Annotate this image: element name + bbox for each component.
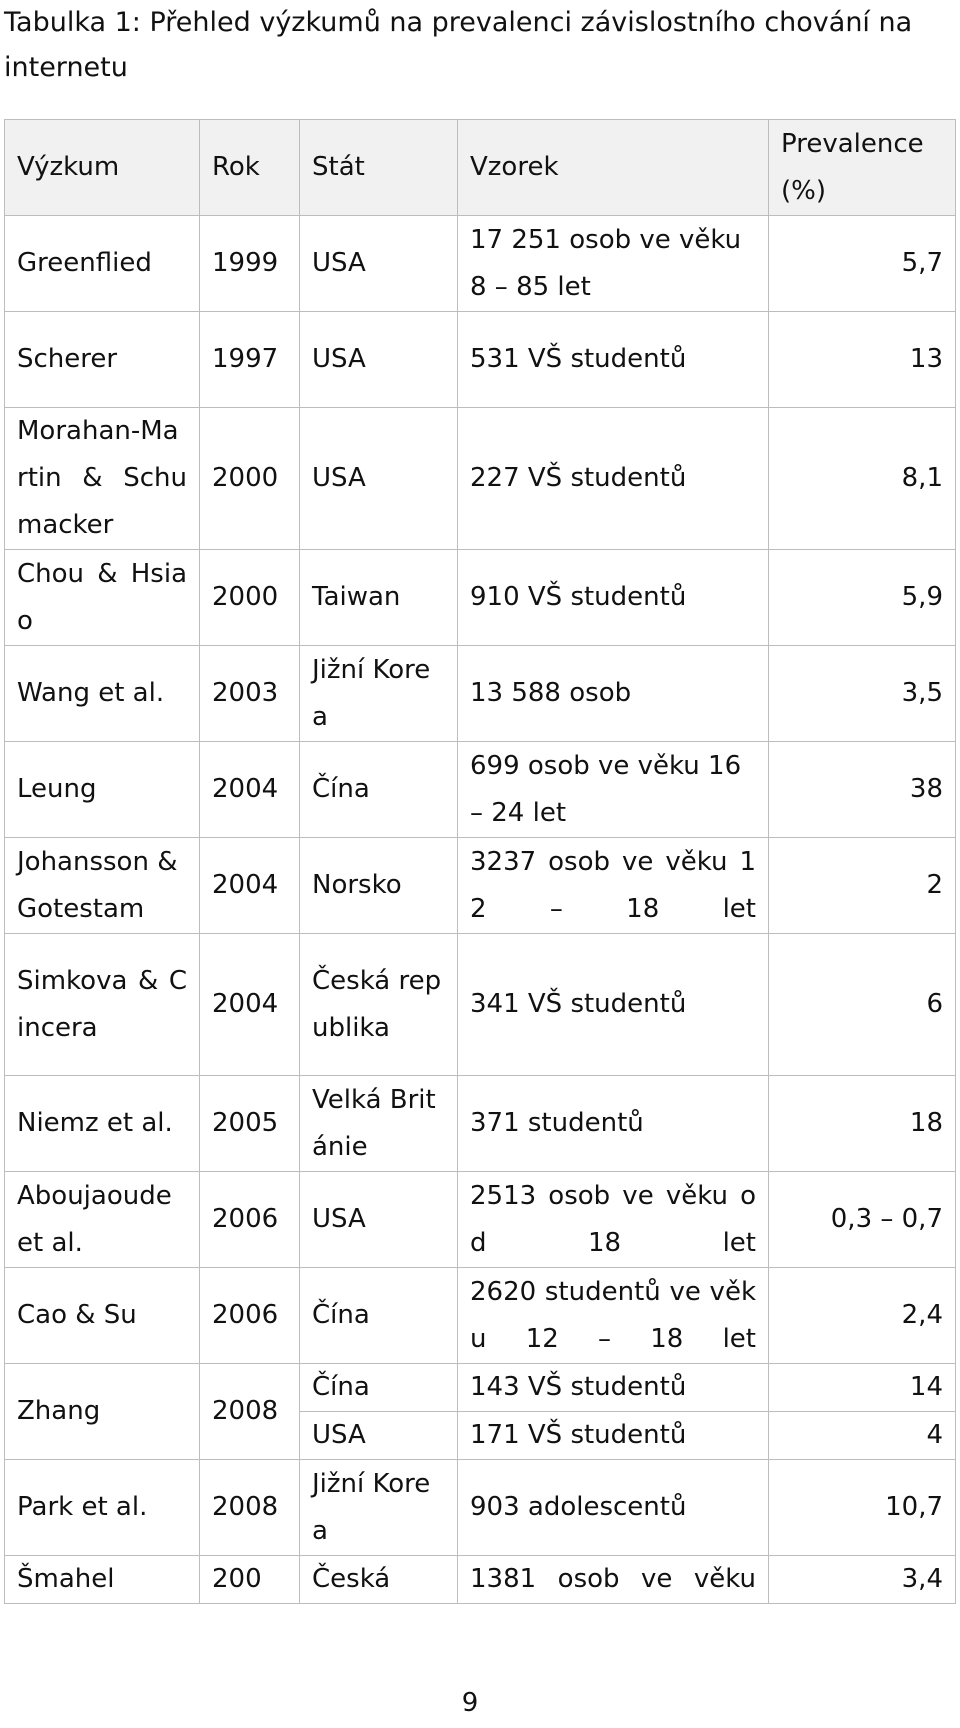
cell-sample: 341 VŠ studentů: [458, 934, 769, 1076]
cell-country: Jižní Korea: [300, 1460, 458, 1556]
page-number: 9: [461, 1688, 479, 1718]
cell-prevalence: 10,7: [769, 1460, 956, 1556]
cell-country: Jižní Korea: [300, 646, 458, 742]
cell-country: USA: [300, 312, 458, 408]
table-row: [5, 934, 956, 1076]
cell-sample: 531 VŠ studentů: [458, 312, 769, 408]
cell-prevalence: 3,5: [769, 646, 956, 742]
cell-year: 2004: [200, 742, 300, 838]
table-row: [5, 312, 956, 408]
cell-prevalence: 13: [769, 312, 956, 408]
cell-year: 2003: [200, 646, 300, 742]
cell-prevalence: 4: [769, 1412, 956, 1460]
cell-country: USA: [300, 1412, 458, 1460]
cell-research: Zhang: [5, 1364, 200, 1460]
cell-country: USA: [300, 216, 458, 312]
cell-country: Taiwan: [300, 550, 458, 646]
cell-sample: 227 VŠ studentů: [458, 408, 769, 550]
table-row: [5, 1364, 956, 1412]
header-country: Stát: [300, 120, 458, 216]
cell-sample: 699 osob ve věku 16 – 24 let: [458, 742, 769, 838]
cell-prevalence: 2: [769, 838, 956, 934]
table-caption: Tabulka 1: Přehled výzkumů na prevalenci závislostního chování na internetu: [4, 7, 913, 83]
cell-year: 2004: [200, 934, 300, 1076]
cell-sample: 910 VŠ studentů: [458, 550, 769, 646]
cell-year: 2006: [200, 1172, 300, 1268]
cell-year: 1999: [200, 216, 300, 312]
cell-country: Čína: [300, 742, 458, 838]
cell-sample: 171 VŠ studentů: [458, 1412, 769, 1460]
cell-research: Greenflied: [5, 216, 200, 312]
header-sample: Vzorek: [458, 120, 769, 216]
cell-year: 2006: [200, 1268, 300, 1364]
cell-sample: 17 251 osob ve věku 8 – 85 let: [458, 216, 769, 312]
header-research: Výzkum: [5, 120, 200, 216]
cell-prevalence: 5,9: [769, 550, 956, 646]
cell-year: 2000: [200, 550, 300, 646]
table-row: [5, 646, 956, 742]
cell-prevalence: 8,1: [769, 408, 956, 550]
cell-research: Park et al.: [5, 1460, 200, 1556]
cell-research: Simkova & Cincera: [5, 934, 200, 1076]
cell-research: Šmahel: [5, 1556, 200, 1604]
cell-year: 2008: [200, 1364, 300, 1460]
cell-country: Česká: [300, 1556, 458, 1604]
cell-prevalence: 3,4: [769, 1556, 956, 1604]
cell-sample: 13 588 osob: [458, 646, 769, 742]
cell-research: Leung: [5, 742, 200, 838]
cell-research: Johansson & Gotestam: [5, 838, 200, 934]
table-row: [5, 408, 956, 550]
cell-sample: 903 adolescentů: [458, 1460, 769, 1556]
table-header-row: [5, 120, 956, 216]
cell-prevalence: 2,4: [769, 1268, 956, 1364]
cell-sample: 2513 osob ve věku od 18 let: [458, 1172, 769, 1268]
cell-year: 1997: [200, 312, 300, 408]
cell-country: USA: [300, 408, 458, 550]
cell-research: Chou & Hsiao: [5, 550, 200, 646]
cell-year: 2005: [200, 1076, 300, 1172]
cell-country: Česká republika: [300, 934, 458, 1076]
cell-prevalence: 18: [769, 1076, 956, 1172]
cell-research: Cao & Su: [5, 1268, 200, 1364]
cell-sample: 371 studentů: [458, 1076, 769, 1172]
table-row: [5, 550, 956, 646]
cell-research: Morahan-Martin & Schumacker: [5, 408, 200, 550]
table-row: [5, 1556, 956, 1604]
cell-prevalence: 5,7: [769, 216, 956, 312]
cell-sample: 2620 studentů ve věku 12 – 18 let: [458, 1268, 769, 1364]
cell-research: Wang et al.: [5, 646, 200, 742]
header-year: Rok: [200, 120, 300, 216]
cell-prevalence: 6: [769, 934, 956, 1076]
cell-year: 200: [200, 1556, 300, 1604]
cell-research: Niemz et al.: [5, 1076, 200, 1172]
table-row: [5, 1076, 956, 1172]
cell-research: Scherer: [5, 312, 200, 408]
cell-year: 2004: [200, 838, 300, 934]
cell-sample: 3237 osob ve věku 12 – 18 let: [458, 838, 769, 934]
table-row: [5, 1172, 956, 1268]
cell-sample: 1381 osob ve věku: [458, 1556, 769, 1604]
table-row: [5, 216, 956, 312]
cell-country: Velká Británie: [300, 1076, 458, 1172]
cell-sample: 143 VŠ studentů: [458, 1364, 769, 1412]
table-row: [5, 742, 956, 838]
table-row: [5, 1460, 956, 1556]
cell-country: Čína: [300, 1364, 458, 1412]
cell-prevalence: 38: [769, 742, 956, 838]
cell-country: USA: [300, 1172, 458, 1268]
cell-prevalence: 0,3 – 0,7: [769, 1172, 956, 1268]
cell-year: 2008: [200, 1460, 300, 1556]
cell-prevalence: 14: [769, 1364, 956, 1412]
cell-country: Čína: [300, 1268, 458, 1364]
cell-country: Norsko: [300, 838, 458, 934]
cell-research: Aboujaoude et al.: [5, 1172, 200, 1268]
table-row: [5, 838, 956, 934]
cell-year: 2000: [200, 408, 300, 550]
header-prevalence: Prevalence (%): [769, 120, 956, 216]
prevalence-table: [4, 119, 956, 1604]
table-row: [5, 1268, 956, 1364]
